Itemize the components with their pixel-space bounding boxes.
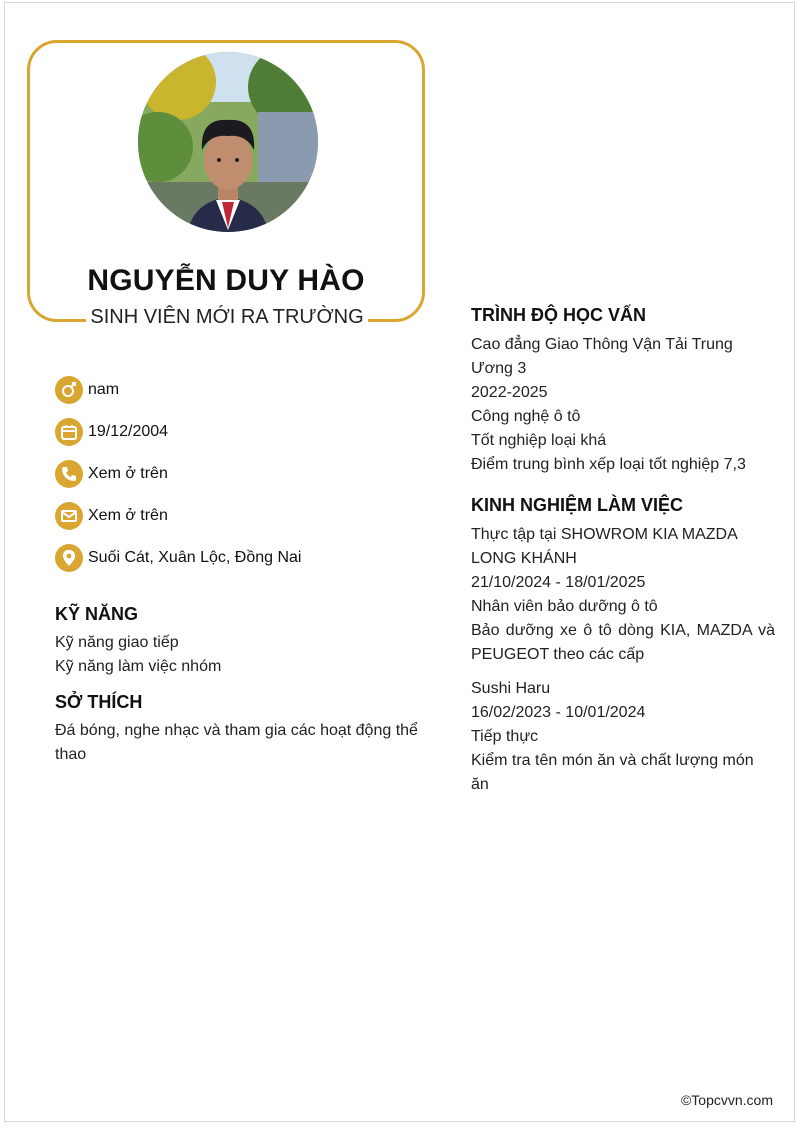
skill-item: Kỹ năng làm việc nhóm — [55, 658, 222, 675]
contact-gender — [55, 376, 119, 404]
hobbies-text: Đá bóng, nghe nhạc và tham gia các hoạt động thể thao — [55, 722, 418, 763]
hobbies-heading: SỞ THÍCH — [55, 692, 143, 712]
job-position: Tiếp thực — [471, 728, 539, 745]
education-school: Cao đẳng Giao Thông Vận Tải Trung Ương 3 — [471, 336, 733, 377]
education-gpa: Điểm trung bình xếp loại tốt nghiệp 7,3 — [471, 456, 746, 473]
education-classification: Tốt nghiệp loại khá — [471, 432, 607, 449]
location-icon — [55, 544, 83, 572]
gender-value: nam — [88, 381, 120, 398]
email-icon — [55, 502, 83, 530]
job-period: 21/10/2024 - 18/01/2025 — [471, 574, 646, 591]
job-company: Sushi Haru — [471, 680, 551, 697]
education-heading: TRÌNH ĐỘ HỌC VẤN — [471, 305, 646, 325]
contact-birthday — [55, 418, 168, 446]
candidate-name: NGUYỄN DUY HÀO — [87, 264, 365, 297]
education-period: 2022-2025 — [471, 384, 548, 401]
skill-item: Kỹ năng giao tiếp — [55, 634, 179, 651]
job-position: Nhân viên bảo dưỡng ô tô — [471, 598, 658, 615]
job-description: Kiểm tra tên món ăn và chất lượng món ăn — [471, 752, 754, 793]
birthday-value: 19/12/2004 — [88, 423, 169, 440]
candidate-title: SINH VIÊN MỚI RA TRƯỜNG — [90, 306, 364, 328]
job-description: Bảo dưỡng xe ô tô dòng KIA, MAZDA và PEUGEOT theo các cấp — [471, 622, 775, 663]
education-major: Công nghệ ô tô — [471, 408, 581, 425]
calendar-icon — [55, 418, 83, 446]
job-period: 16/02/2023 - 10/01/2024 — [471, 704, 646, 721]
phone-value: Xem ở trên — [88, 465, 168, 482]
gender-icon — [55, 376, 83, 404]
phone-icon — [55, 460, 83, 488]
address-value: Suối Cát, Xuân Lộc, Đồng Nai — [88, 549, 302, 566]
contact-phone — [55, 460, 168, 488]
contact-email — [55, 502, 168, 530]
contact-address — [55, 544, 301, 572]
email-value: Xem ở trên — [88, 507, 168, 524]
profile-photo — [138, 52, 318, 232]
footer-credit: ©Topcvvn.com — [680, 1092, 773, 1108]
subtitle-container — [86, 303, 368, 331]
job-company: Thực tập tại SHOWROM KIA MAZDA LONG KHÁNH — [471, 526, 737, 567]
skills-heading: KỸ NĂNG — [55, 604, 139, 624]
experience-heading: KINH NGHIỆM LÀM VIỆC — [471, 495, 684, 515]
